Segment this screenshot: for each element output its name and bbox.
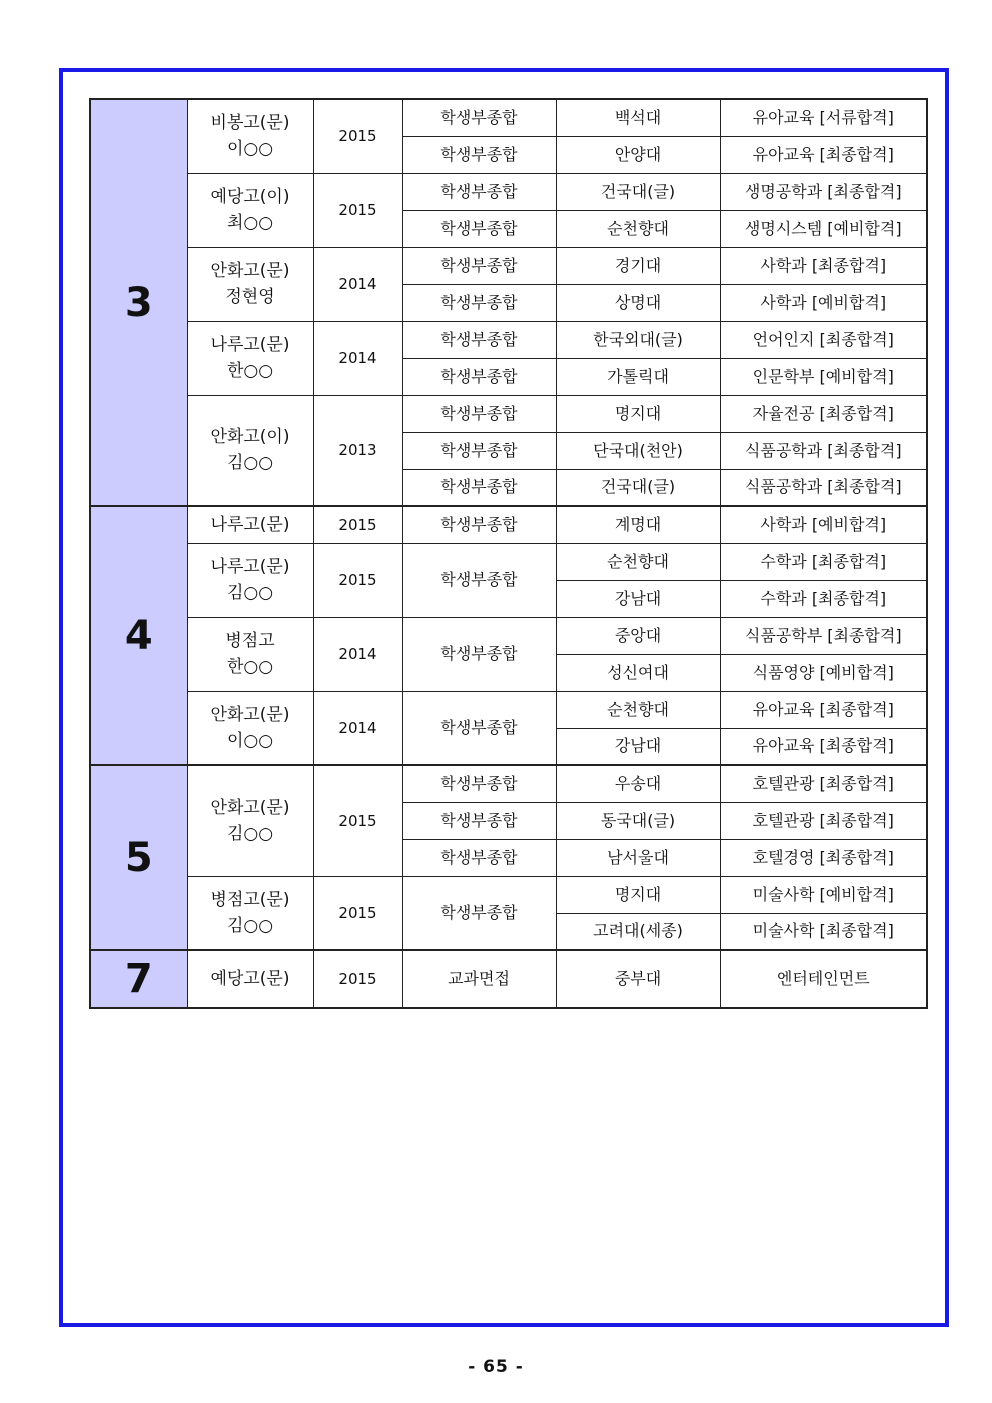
admission-type-cell: 학생부종합 [402,691,556,765]
admission-type-cell: 학생부종합 [402,765,556,802]
university-cell: 명지대 [556,876,720,913]
university-cell: 단국대(천안) [556,432,720,469]
admissions-table-body [90,99,927,1008]
university-cell: 건국대(글) [556,173,720,210]
school-name: 안화고(이) [210,427,290,448]
student-name: 최○○ [226,213,274,233]
school-name-cell [187,950,313,1008]
result-cell: 자율전공 [최종합격] [720,395,927,432]
university-cell: 명지대 [556,395,720,432]
school-name-cell [187,543,313,617]
university-cell: 남서울대 [556,839,720,876]
admission-type-cell: 학생부종합 [402,802,556,839]
grade-cell: 4 [90,506,187,765]
result-cell: 수학과 [최종합격] [720,580,927,617]
result-cell: 생명공학과 [최종합격] [720,173,927,210]
admission-type-cell: 학생부종합 [402,321,556,358]
school-name-cell [187,765,313,876]
admission-type-cell: 학생부종합 [402,506,556,543]
student-name: 김○○ [226,583,274,603]
table-row [90,691,927,728]
result-cell: 식품공학과 [최종합격] [720,432,927,469]
result-cell: 생명시스템 [예비합격] [720,210,927,247]
year-cell: 2014 [313,691,402,765]
table-row [90,321,927,358]
school-name: 비봉고(문) [210,113,290,134]
university-cell: 계명대 [556,506,720,543]
table-row [90,950,927,1008]
result-cell: 사학과 [예비합격] [720,506,927,543]
admission-type-cell: 학생부종합 [402,617,556,691]
year-cell: 2014 [313,617,402,691]
school-name: 나루고(문) [210,335,290,355]
table-row [90,876,927,913]
student-name: 한○○ [226,361,274,381]
admission-type-cell: 학생부종합 [402,99,556,136]
university-cell: 중앙대 [556,617,720,654]
year-cell: 2013 [313,395,402,506]
table-row [90,617,927,654]
admission-type-cell: 교과면접 [402,950,556,1008]
result-cell: 사학과 [최종합격] [720,247,927,284]
page-number: - 65 - [468,1357,524,1377]
table-row [90,543,927,580]
student-name: 이○○ [226,139,274,160]
result-cell: 호텔경영 [최종합격] [720,839,927,876]
university-cell: 경기대 [556,247,720,284]
school-name: 안화고(문) [210,797,290,818]
university-cell: 한국외대(글) [556,321,720,358]
university-cell: 중부대 [556,950,720,1008]
grade-cell: 5 [90,765,187,950]
result-cell: 엔터테인먼트 [720,950,927,1008]
year-cell: 2015 [313,173,402,247]
result-cell: 호텔관광 [최종합격] [720,765,927,802]
school-name: 나루고(문) [210,514,290,535]
admission-type-cell: 학생부종합 [402,173,556,210]
table-row [90,765,927,802]
university-cell: 고려대(세종) [556,913,720,950]
result-cell: 식품공학부 [최종합격] [720,617,927,654]
table-row [90,99,927,136]
student-name: 정현영 [225,287,275,307]
result-cell: 언어인지 [최종합격] [720,321,927,358]
student-name: 김○○ [226,453,274,474]
year-cell: 2014 [313,247,402,321]
result-cell: 유아교육 [서류합격] [720,99,927,136]
university-cell: 가톨릭대 [556,358,720,395]
university-cell: 백석대 [556,99,720,136]
admission-type-cell: 학생부종합 [402,247,556,284]
year-cell: 2014 [313,321,402,395]
university-cell: 강남대 [556,580,720,617]
admissions-table [89,98,928,1009]
student-name: 한○○ [226,657,274,677]
admission-type-cell: 학생부종합 [402,839,556,876]
admission-type-cell: 학생부종합 [402,358,556,395]
admission-type-cell: 학생부종합 [402,876,556,950]
admission-type-cell: 학생부종합 [402,432,556,469]
year-cell: 2015 [313,765,402,876]
university-cell: 강남대 [556,728,720,765]
year-cell: 2015 [313,506,402,543]
school-name: 안화고(문) [210,261,290,281]
school-name-cell [187,247,313,321]
university-cell: 동국대(글) [556,802,720,839]
result-cell: 식품공학과 [최종합격] [720,469,927,506]
result-cell: 수학과 [최종합격] [720,543,927,580]
admission-type-cell: 학생부종합 [402,543,556,617]
result-cell: 유아교육 [최종합격] [720,691,927,728]
school-name-cell [187,876,313,950]
school-name-cell [187,691,313,765]
year-cell: 2015 [313,543,402,617]
school-name-cell [187,173,313,247]
student-name: 김○○ [226,823,274,844]
university-cell: 우송대 [556,765,720,802]
grade-cell: 3 [90,99,187,506]
year-cell: 2015 [313,876,402,950]
year-cell: 2015 [313,950,402,1008]
result-cell: 유아교육 [최종합격] [720,728,927,765]
student-name: 김○○ [226,915,274,936]
table-row [90,506,927,543]
university-cell: 건국대(글) [556,469,720,506]
school-name-cell [187,617,313,691]
result-cell: 미술사학 [최종합격] [720,913,927,950]
university-cell: 성신여대 [556,654,720,691]
admission-type-cell: 학생부종합 [402,210,556,247]
grade-cell: 7 [90,950,187,1008]
table-row [90,173,927,210]
school-name-cell [187,395,313,506]
admission-type-cell: 학생부종합 [402,469,556,506]
school-name: 예당고(이) [210,187,290,207]
university-cell: 상명대 [556,284,720,321]
admission-type-cell: 학생부종합 [402,136,556,173]
university-cell: 순천향대 [556,691,720,728]
school-name: 병점고(문) [210,889,290,910]
school-name-cell [187,506,313,543]
school-name: 나루고(문) [210,557,290,577]
result-cell: 사학과 [예비합격] [720,284,927,321]
university-cell: 순천향대 [556,210,720,247]
result-cell: 호텔관광 [최종합격] [720,802,927,839]
university-cell: 안양대 [556,136,720,173]
admission-type-cell: 학생부종합 [402,395,556,432]
admission-type-cell: 학생부종합 [402,284,556,321]
school-name: 예당고(문) [210,969,290,989]
school-name-cell [187,99,313,173]
table-row [90,395,927,432]
student-name: 이○○ [226,730,274,751]
result-cell: 미술사학 [예비합격] [720,876,927,913]
table-row [90,247,927,284]
result-cell: 식품영양 [예비합격] [720,654,927,691]
year-cell: 2015 [313,99,402,173]
result-cell: 유아교육 [최종합격] [720,136,927,173]
school-name: 안화고(문) [210,704,290,725]
result-cell: 인문학부 [예비합격] [720,358,927,395]
school-name: 병점고 [225,631,275,651]
school-name-cell [187,321,313,395]
university-cell: 순천향대 [556,543,720,580]
